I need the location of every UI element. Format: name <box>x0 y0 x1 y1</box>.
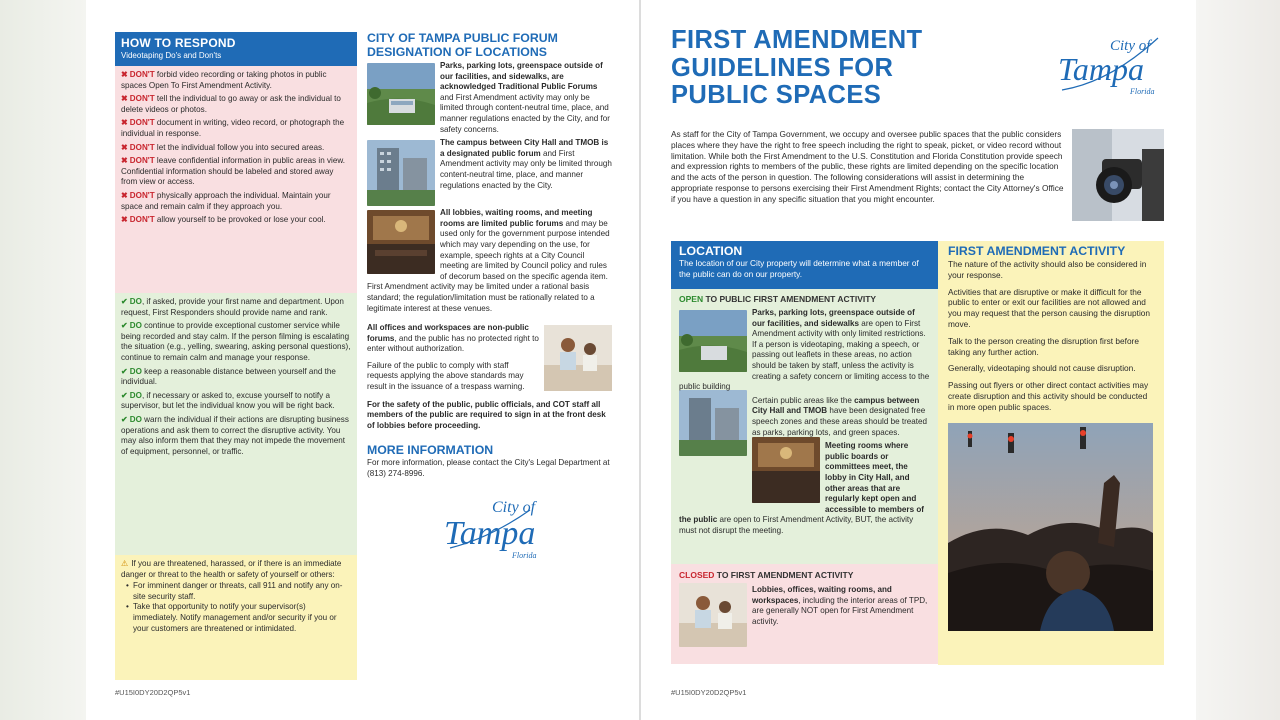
background-left <box>0 0 86 720</box>
page-gutter <box>639 0 641 720</box>
dont-text: let the individual follow you into secured areas. <box>154 142 325 152</box>
office-photo <box>544 325 612 391</box>
campus-photo <box>367 140 435 206</box>
first-amendment-activity-panel <box>938 241 1164 665</box>
do-keyword: DO <box>129 297 142 306</box>
x-icon: ✖ <box>121 156 128 166</box>
check-icon: ✔ <box>121 390 128 400</box>
x-icon: ✖ <box>121 190 128 200</box>
open-paragraph-parks <box>679 308 930 393</box>
closed-p1-bold: Lobbies, offices, waiting rooms, and workspaces <box>752 585 892 605</box>
dont-text: document in writing, video record, or photograph the individual in response. <box>121 118 345 138</box>
x-icon: ✖ <box>121 142 128 152</box>
activity-p4: Generally, videotaping should not cause disruption. <box>948 363 1136 374</box>
check-icon: ✔ <box>121 321 128 331</box>
logo-tampa-text: Tampa <box>1058 51 1144 87</box>
dont-text: tell the individual to go away or ask the individual to delete videos or photos. <box>121 94 341 114</box>
warning-bullet: • Take that opportunity to notify your supervisor(s) immediately. Notify management and/or security if you or your customers are threatened or intimidated. <box>133 602 351 634</box>
forum-p4-bold: All offices and workspaces are non-public forums <box>367 323 529 343</box>
dont-text: leave confidential information in public areas in view. Confidential information should be labeled and stored away from view or access. <box>121 156 345 187</box>
activity-p2: Activities that are disruptive or make it difficult for the public to enter or exit our facilities are not allowed and you may request that the person causing the disruption move. <box>948 286 1151 329</box>
guidelines-title: FIRST AMENDMENT GUIDELINES FOR PUBLIC SPACES <box>671 26 923 109</box>
forum-trespass-paragraph: Failure of the public to comply with staff requests applying the above standards may result in the issuance of a trespass warning. <box>367 360 525 392</box>
forum-p4-text: , and the public has no protected right to enter without authorization. <box>367 333 539 354</box>
forum-p3-text: and may be used only for the government purpose intended which may vary depending on the use, for example, speech rights at a City Council meeting are limited by Council policy and rules of decorum based on the specific agenda item. First Amendment activity may be limited under a rational basis standard; the regulation/limitation must be rationally related to a legitimate interest at these venues. <box>367 218 610 313</box>
dont-item <box>121 118 351 139</box>
how-to-respond-header <box>115 32 357 66</box>
public-forum-title: CITY OF TAMPA PUBLIC FORUM DESIGNATION OF LOCATIONS <box>367 31 558 59</box>
open-keyword: OPEN <box>679 294 704 304</box>
activity-p5: Passing out flyers or other direct contact activities may create disruption and this activity should be conducted in more open public spaces. <box>948 380 1149 412</box>
do-keyword: DO <box>129 414 142 424</box>
do-text: warn the individual if their actions are disrupting business operations and ask them to correct the disruptive activity. You may also inform them that they may not impede the movement of equipment, personnel, or traffic. <box>121 414 349 456</box>
dont-text: forbid video recording or taking photos in public spaces Open To First Amendment Activity. <box>121 70 327 90</box>
forum-p2-text: and First Amendment activity may only be limited through content-neutral time, place, and manner regulations enacted by the City. <box>440 148 612 190</box>
logo-tampa-text: Tampa <box>443 514 535 552</box>
x-icon: ✖ <box>121 94 128 104</box>
closed-title-rest: TO FIRST AMENDMENT ACTIVITY <box>714 570 854 580</box>
forum-p2-bold: The campus between City Hall and TMOB is a designated public forum <box>440 138 609 158</box>
park-photo <box>367 63 435 125</box>
dont-item <box>121 215 351 226</box>
camera-operator-photo <box>1072 129 1164 221</box>
logo-state-text: Florida <box>1130 87 1155 96</box>
council-room-photo <box>752 437 820 503</box>
dont-item <box>121 191 351 212</box>
check-icon: ✔ <box>121 297 128 306</box>
donts-list <box>115 66 357 293</box>
closed-keyword: CLOSED <box>679 570 715 580</box>
dont-keyword: DON'T <box>129 118 155 128</box>
right-footer-code: #U15I0DY20D2QP5v1 <box>671 688 747 697</box>
how-to-respond-title: HOW TO RESPOND <box>121 36 236 50</box>
protest-crowd-photo <box>948 423 1153 631</box>
location-panel <box>671 241 938 664</box>
do-item <box>121 415 351 457</box>
forum-paragraph-parks <box>367 61 612 135</box>
dont-text: physically approach the individual. Maintain your space and remain calm if they approach you. <box>121 190 331 211</box>
open-activity-title <box>679 294 930 304</box>
dont-keyword: DON'T <box>129 142 155 152</box>
office-photo <box>679 583 747 647</box>
activity-title: FIRST AMENDMENT ACTIVITY <box>948 244 1126 258</box>
open-p3-text: are open to First Amendment Activity, BUT, the activity must not disrupt the meeting. <box>679 515 914 535</box>
do-keyword: DO <box>129 321 142 331</box>
open-p2-lead: Certain public areas like the <box>752 395 855 405</box>
check-icon: ✔ <box>121 414 128 424</box>
x-icon: ✖ <box>121 70 128 79</box>
location-subtitle: The location of our City property will determine what a member of the public can do on our property. <box>679 258 919 279</box>
threat-warning <box>115 555 357 680</box>
open-p2-bold: campus between City Hall and TMOB <box>752 395 920 416</box>
public-forum-column <box>367 31 612 570</box>
closed-paragraph <box>679 585 930 627</box>
activity-p3: Talk to the person creating the disruption first before taking any further action. <box>948 335 1139 357</box>
open-paragraph-campus <box>679 396 930 438</box>
forum-p3-bold: All lobbies, waiting rooms, and meeting rooms are limited public forums <box>440 208 593 228</box>
warning-bullets <box>121 581 351 634</box>
warning-bullet: • For imminent danger or threats, call 911 and notify any on-site security staff. <box>133 581 351 602</box>
forum-p1-text: and First Amendment activity may only be limited through content-neutral time, place, and manner regulations enacted by the City, and for safety concerns. <box>440 92 610 134</box>
activity-p1: The nature of the activity should also be considered in your response. <box>948 259 1147 280</box>
do-keyword: DO <box>129 390 142 400</box>
forum-p1-bold: Parks, parking lots, greenspace outside of our facilities, and sidewalks, are acknowledged Traditional Public Forums <box>440 61 603 92</box>
open-p1-text: are open to First Amendment activity with only limited restrictions. If a person is videotaping, making a speech, or passing out leaflets in these areas, no action should be taken by staff, unless the activity is creating a safety concern or limiting access to the public building <box>679 318 930 392</box>
closed-activity-section <box>671 564 938 664</box>
warning-icon: ⚠ <box>121 559 129 568</box>
dont-item <box>121 70 351 91</box>
do-text: continue to provide exceptional customer service while being recorded and stay calm. If the person filming is escalating the situation (e.g., yelling, swearing, asking personal questions), continue to remain calm and manage your response. <box>121 321 351 362</box>
dont-item <box>121 143 351 154</box>
x-icon: ✖ <box>121 215 128 225</box>
dont-keyword: DON'T <box>129 215 155 225</box>
do-keyword: DO <box>129 366 142 376</box>
left-footer-code: #U15I0DY20D2QP5v1 <box>115 688 191 697</box>
check-icon: ✔ <box>121 366 128 376</box>
dont-item <box>121 94 351 115</box>
more-info-title: MORE INFORMATION <box>367 443 494 458</box>
do-text: , if necessary or asked to, excuse yourself to notify a supervisor, but let the individual know you will be right back. <box>121 390 335 411</box>
more-info-text: For more information, please contact the City's Legal Department at (813) 274-8996. <box>367 458 610 479</box>
open-p1-bold: Parks, parking lots, greenspace outside of our facilities, and sidewalks <box>752 308 915 328</box>
do-item <box>121 297 351 318</box>
x-icon: ✖ <box>121 118 128 128</box>
closed-activity-title <box>679 570 930 580</box>
logo-city-text: City of <box>491 498 535 516</box>
dont-item <box>121 156 351 188</box>
forum-paragraph-campus <box>367 138 612 191</box>
do-text: keep a reasonable distance between yourself and the individual. <box>121 366 336 387</box>
do-item <box>121 367 351 388</box>
dont-keyword: DON'T <box>129 156 155 166</box>
logo-city-text: City of <box>1110 38 1151 54</box>
dont-keyword: DON'T <box>129 94 155 104</box>
council-room-photo <box>367 210 435 274</box>
forum-sign-in-paragraph: For the safety of the public, public officials, and COT staff all members of the public are required to sign in at the front desk of lobbies before proceeding. <box>367 399 606 430</box>
logo-state-text: Florida <box>511 550 536 560</box>
warning-intro: If you are threatened, harassed, or if there is an immediate danger or threat to the health or safety of yourself or others: <box>121 559 342 579</box>
forum-paragraph-lobbies <box>367 208 612 314</box>
location-title: LOCATION <box>679 244 743 258</box>
how-to-respond-subtitle: Videotaping Do's and Don'ts <box>121 51 222 60</box>
dont-keyword: DON'T <box>129 190 155 200</box>
how-to-respond-panel <box>115 32 357 680</box>
do-item <box>121 321 351 363</box>
forum-paragraph-offices <box>367 323 612 355</box>
location-header <box>671 241 938 289</box>
guidelines-intro: As staff for the City of Tampa Government, we occupy and oversee public spaces that the public considers places where they have the right to free speech including the right to speak, picket, or video record without limitation. While both the First Amendment to the U.S. Constitution and Florida Constitution provide speech and expression rights to members of the public, these rights are limited depending on the specific location and the acts of the person in question. The following considerations will assist in determining the appropriate response to persons exercising their First Amendment Rights; contact the City Attorney's Office if you have a question in any specific situation that you might encounter. <box>671 129 1064 204</box>
open-p2-text: have been designated free speech zones and these areas should be treated as parks, parking lots, and green spaces. <box>752 406 928 437</box>
dont-text: allow yourself to be provoked or lose your cool. <box>154 215 326 225</box>
dont-keyword: DON'T <box>129 70 155 79</box>
dos-list <box>115 293 357 555</box>
campus-photo <box>679 390 747 456</box>
do-text: , if asked, provide your first name and department. Upon request, First Responders should provide name and rank. <box>121 297 344 317</box>
open-activity-section <box>671 289 938 564</box>
closed-p1-text: , including the interior areas of TPD, are generally NOT open for First Amendment activity. <box>752 595 928 626</box>
park-photo <box>679 310 747 372</box>
open-p3-bold: Meeting rooms where public boards or committees meet, the lobby in City Hall, and other areas that are regularly kept open and accessible to members of the public <box>679 441 924 525</box>
do-item <box>121 391 351 412</box>
city-of-tampa-logo <box>430 490 550 570</box>
city-of-tampa-logo-header <box>1054 30 1166 104</box>
background-right <box>1196 0 1280 720</box>
open-title-rest: TO PUBLIC FIRST AMENDMENT ACTIVITY <box>703 294 877 304</box>
